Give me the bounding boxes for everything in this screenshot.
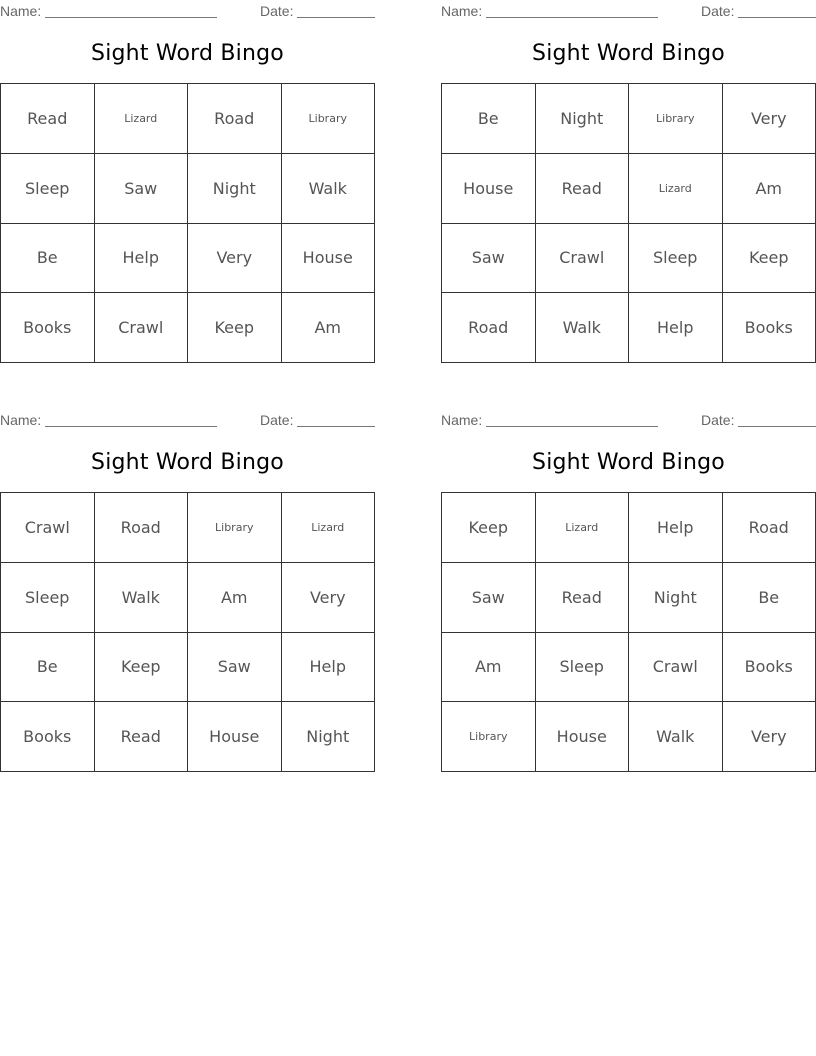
bingo-cell: Sleep: [1, 154, 95, 224]
bingo-cell: Lizard: [282, 493, 376, 563]
bingo-cell: Crawl: [536, 224, 630, 294]
bingo-cell: Am: [188, 563, 282, 633]
bingo-cell: Library: [282, 84, 376, 154]
date-field-line[interactable]: [738, 17, 816, 18]
bingo-cell: Read: [95, 702, 189, 772]
bingo-cell: House: [442, 154, 536, 224]
date-field-line[interactable]: [297, 17, 375, 18]
name-field-line[interactable]: [45, 17, 217, 18]
bingo-cell: Night: [188, 154, 282, 224]
bingo-cell: Saw: [442, 563, 536, 633]
card-title: Sight Word Bingo: [91, 41, 284, 66]
bingo-cell: Sleep: [1, 563, 95, 633]
bingo-cell: Crawl: [1, 493, 95, 563]
bingo-cell: Very: [723, 84, 816, 154]
bingo-cell: Library: [188, 493, 282, 563]
bingo-cell: Be: [1, 633, 95, 703]
name-field-line[interactable]: [486, 17, 658, 18]
bingo-cell: Night: [536, 84, 630, 154]
bingo-cell: Very: [723, 702, 816, 772]
bingo-cell: House: [282, 224, 376, 294]
bingo-cell: Road: [442, 293, 536, 363]
name-label: Name:: [441, 3, 483, 19]
bingo-cell: Walk: [629, 702, 723, 772]
bingo-cell: Help: [282, 633, 376, 703]
bingo-cell: Very: [282, 563, 376, 633]
bingo-cell: Road: [188, 84, 282, 154]
bingo-cell: Be: [723, 563, 816, 633]
bingo-cell: Help: [629, 293, 723, 363]
date-label: Date:: [260, 3, 294, 19]
name-label: Name:: [0, 412, 42, 428]
bingo-cell: Road: [95, 493, 189, 563]
card-title: Sight Word Bingo: [532, 41, 725, 66]
bingo-cell: Am: [442, 633, 536, 703]
bingo-cell: Library: [629, 84, 723, 154]
bingo-cell: Road: [723, 493, 816, 563]
bingo-cell: Walk: [536, 293, 630, 363]
bingo-cell: Keep: [723, 224, 816, 294]
name-field-line[interactable]: [45, 426, 217, 427]
card-title: Sight Word Bingo: [532, 450, 725, 475]
name-label: Name:: [441, 412, 483, 428]
bingo-cell: Saw: [188, 633, 282, 703]
date-field-line[interactable]: [297, 426, 375, 427]
date-label: Date:: [701, 412, 735, 428]
bingo-cell: Crawl: [629, 633, 723, 703]
bingo-cell: Sleep: [629, 224, 723, 294]
name-date-row: [441, 1, 816, 21]
bingo-cell: Read: [1, 84, 95, 154]
name-label: Name:: [0, 3, 42, 19]
bingo-cell: Books: [723, 293, 816, 363]
bingo-cell: Books: [1, 702, 95, 772]
bingo-cell: Lizard: [629, 154, 723, 224]
bingo-cell: Keep: [188, 293, 282, 363]
bingo-cell: Keep: [442, 493, 536, 563]
name-date-row: [0, 1, 375, 21]
name-date-row: [441, 410, 816, 430]
bingo-grid: [0, 492, 375, 772]
bingo-cell: Night: [629, 563, 723, 633]
bingo-grid: [441, 83, 816, 363]
bingo-grid: [441, 492, 816, 772]
name-field-line[interactable]: [486, 426, 658, 427]
bingo-cell: Am: [282, 293, 376, 363]
bingo-cell: Read: [536, 154, 630, 224]
date-label: Date:: [701, 3, 735, 19]
bingo-cell: Help: [629, 493, 723, 563]
bingo-cell: Am: [723, 154, 816, 224]
bingo-cell: House: [536, 702, 630, 772]
bingo-cell: Very: [188, 224, 282, 294]
bingo-cell: Walk: [282, 154, 376, 224]
bingo-cell: Books: [1, 293, 95, 363]
bingo-cell: Read: [536, 563, 630, 633]
bingo-cell: Keep: [95, 633, 189, 703]
bingo-cell: Help: [95, 224, 189, 294]
bingo-cell: Library: [442, 702, 536, 772]
bingo-cell: Night: [282, 702, 376, 772]
bingo-cell: Be: [442, 84, 536, 154]
bingo-cell: House: [188, 702, 282, 772]
bingo-cell: Lizard: [536, 493, 630, 563]
bingo-grid: [0, 83, 375, 363]
bingo-cell: Lizard: [95, 84, 189, 154]
card-title: Sight Word Bingo: [91, 450, 284, 475]
bingo-cell: Books: [723, 633, 816, 703]
date-label: Date:: [260, 412, 294, 428]
bingo-cell: Be: [1, 224, 95, 294]
bingo-cell: Crawl: [95, 293, 189, 363]
bingo-cell: Walk: [95, 563, 189, 633]
name-date-row: [0, 410, 375, 430]
date-field-line[interactable]: [738, 426, 816, 427]
bingo-cell: Saw: [442, 224, 536, 294]
bingo-cell: Saw: [95, 154, 189, 224]
bingo-cell: Sleep: [536, 633, 630, 703]
